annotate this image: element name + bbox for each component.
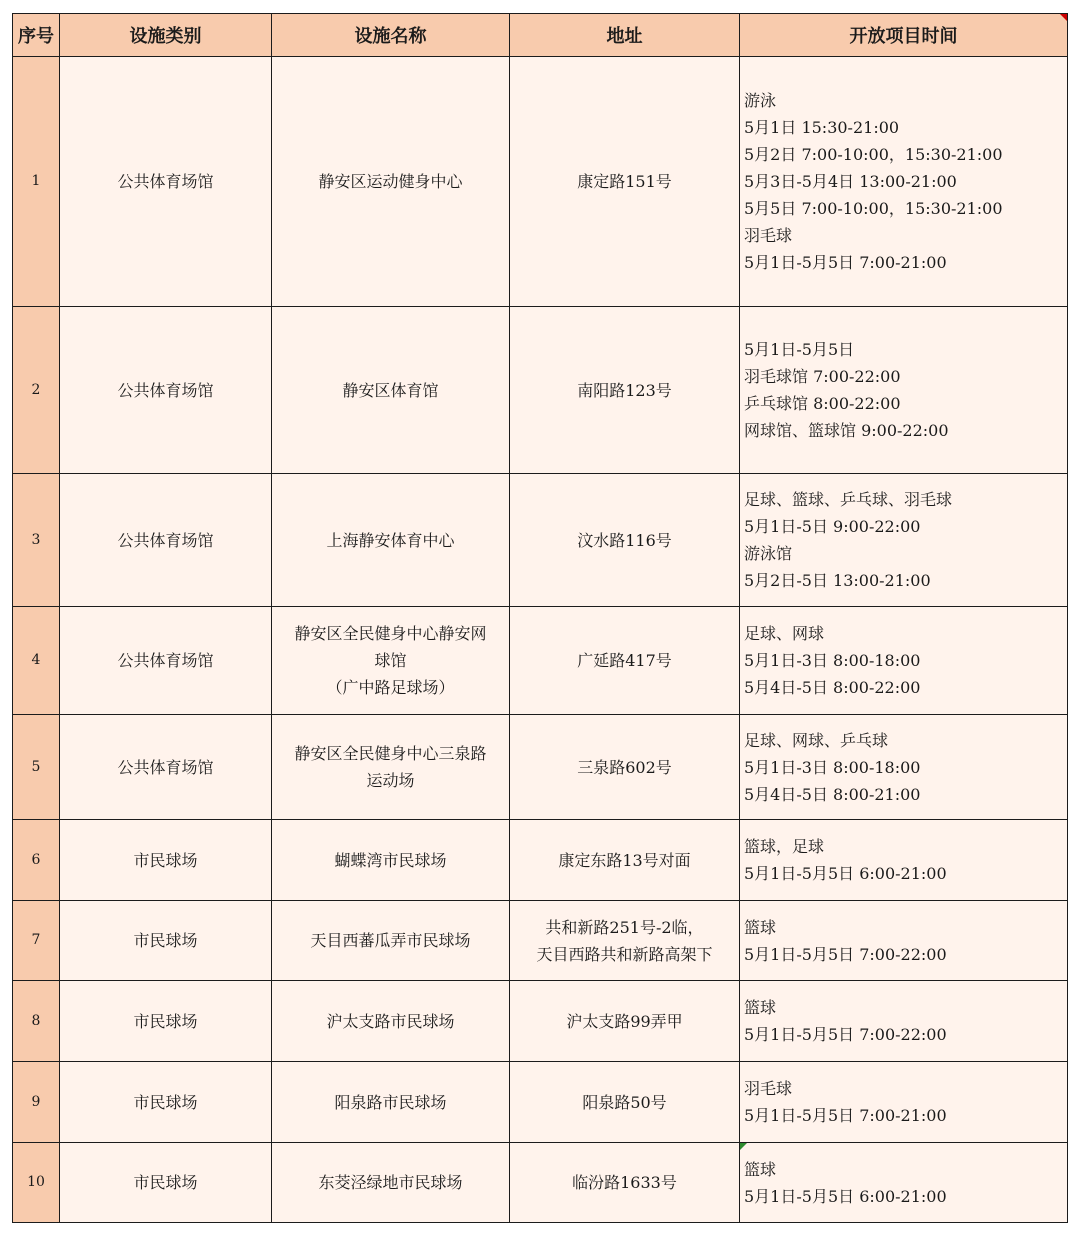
row-number-cell: 8 (13, 981, 60, 1062)
table-row (13, 307, 1068, 474)
facility-name-cell: 静安区运动健身中心 (272, 57, 510, 307)
facility-name-cell: 静安区全民健身中心静安网 球馆 （广中路足球场） (272, 607, 510, 715)
row-number-cell: 5 (13, 715, 60, 820)
schedule-text: 篮球 5月1日-5月5日 7:00-22:00 (744, 917, 947, 964)
schedule-cell (740, 307, 1068, 474)
row-number-cell: 3 (13, 474, 60, 607)
schedule-text: 篮球 5月1日-5月5日 7:00-22:00 (744, 998, 947, 1044)
table-row (13, 474, 1068, 607)
category-cell: 公共体育场馆 (60, 307, 272, 474)
cell-marker-icon (740, 1143, 747, 1150)
table-row (13, 820, 1068, 901)
address-cell: 共和新路251号-2临， 天目西路共和新路高架下 (510, 901, 740, 981)
facility-name-cell: 沪太支路市民球场 (272, 981, 510, 1062)
facility-name-cell: 蝴蝶湾市民球场 (272, 820, 510, 901)
facilities-table (12, 13, 1068, 1223)
facility-name-cell: 天目西蕃瓜弄市民球场 (272, 901, 510, 981)
header-no: 序号 (13, 14, 60, 57)
header-name: 设施名称 (272, 14, 510, 57)
comment-marker-icon (1060, 14, 1067, 21)
facility-name-cell: 静安区体育馆 (272, 307, 510, 474)
schedule-cell (740, 820, 1068, 901)
facility-name-cell: 东茭泾绿地市民球场 (272, 1143, 510, 1223)
category-cell: 市民球场 (60, 820, 272, 901)
category-cell: 公共体育场馆 (60, 607, 272, 715)
table-row (13, 1062, 1068, 1143)
address-cell: 临汾路1633号 (510, 1143, 740, 1223)
schedule-text: 5月1日-5月5日 羽毛球馆 7:00-22:00 乒乓球馆 8:00-22:00 网球馆、篮球馆 9:00-22:00 (744, 340, 949, 440)
table-row (13, 57, 1068, 307)
row-number-cell: 9 (13, 1062, 60, 1143)
facility-name-cell: 上海静安体育中心 (272, 474, 510, 607)
table-row (13, 1143, 1068, 1223)
address-cell: 康定路151号 (510, 57, 740, 307)
category-cell: 市民球场 (60, 901, 272, 981)
address-cell: 康定东路13号对面 (510, 820, 740, 901)
category-cell: 公共体育场馆 (60, 474, 272, 607)
category-cell: 市民球场 (60, 981, 272, 1062)
schedule-text: 足球、网球 5月1日-3日 8:00-18:00 5月4日-5日 8:00-22:00 (744, 624, 921, 697)
facility-name-cell: 阳泉路市民球场 (272, 1062, 510, 1143)
category-cell: 公共体育场馆 (60, 57, 272, 307)
header-schedule (740, 14, 1068, 57)
row-number-cell: 4 (13, 607, 60, 715)
schedule-text: 羽毛球 5月1日-5月5日 7:00-21:00 (744, 1079, 947, 1125)
table-row (13, 981, 1068, 1062)
row-number-cell: 1 (13, 57, 60, 307)
table-row (13, 901, 1068, 981)
facility-name-cell: 静安区全民健身中心三泉路 运动场 (272, 715, 510, 820)
schedule-cell (740, 474, 1068, 607)
header-address: 地址 (510, 14, 740, 57)
header-schedule-label: 开放项目时间 (849, 26, 958, 47)
table-row (13, 715, 1068, 820)
category-cell: 公共体育场馆 (60, 715, 272, 820)
address-cell: 南阳路123号 (510, 307, 740, 474)
schedule-cell (740, 901, 1068, 981)
schedule-cell (740, 57, 1068, 307)
schedule-text: 足球、篮球、乒乓球、羽毛球 5月1日-5日 9:00-22:00 游泳馆 5月2日-5日 13:00-21:00 (744, 490, 953, 590)
address-cell: 汶水路116号 (510, 474, 740, 607)
table-row (13, 607, 1068, 715)
schedule-cell (740, 715, 1068, 820)
schedule-cell (740, 607, 1068, 715)
row-number-cell: 10 (13, 1143, 60, 1223)
row-number-cell: 6 (13, 820, 60, 901)
schedule-text: 篮球，足球 5月1日-5月5日 6:00-21:00 (744, 837, 947, 883)
address-cell: 三泉路602号 (510, 715, 740, 820)
schedule-cell (740, 1143, 1068, 1223)
address-cell: 广延路417号 (510, 607, 740, 715)
schedule-cell (740, 1062, 1068, 1143)
schedule-text: 篮球 5月1日-5月5日 6:00-21:00 (744, 1159, 947, 1206)
schedule-cell (740, 981, 1068, 1062)
header-category: 设施类别 (60, 14, 272, 57)
address-cell: 沪太支路99弄甲 (510, 981, 740, 1062)
row-number-cell: 2 (13, 307, 60, 474)
row-number-cell: 7 (13, 901, 60, 981)
category-cell: 市民球场 (60, 1062, 272, 1143)
category-cell: 市民球场 (60, 1143, 272, 1223)
schedule-text: 游泳 5月1日 15:30-21:00 5月2日 7:00-10:00，15:30-21:00 5月3日-5月4日 13:00-21:00 5月5日 7:00-10:00，15:30-21:00 羽毛球 5月1日-5月5日 7:00-21:00 (744, 91, 1003, 272)
schedule-text: 足球、网球、乒乓球 5月1日-3日 8:00-18:00 5月4日-5日 8:00-21:00 (744, 730, 921, 804)
header-row (13, 14, 1068, 57)
address-cell: 阳泉路50号 (510, 1062, 740, 1143)
